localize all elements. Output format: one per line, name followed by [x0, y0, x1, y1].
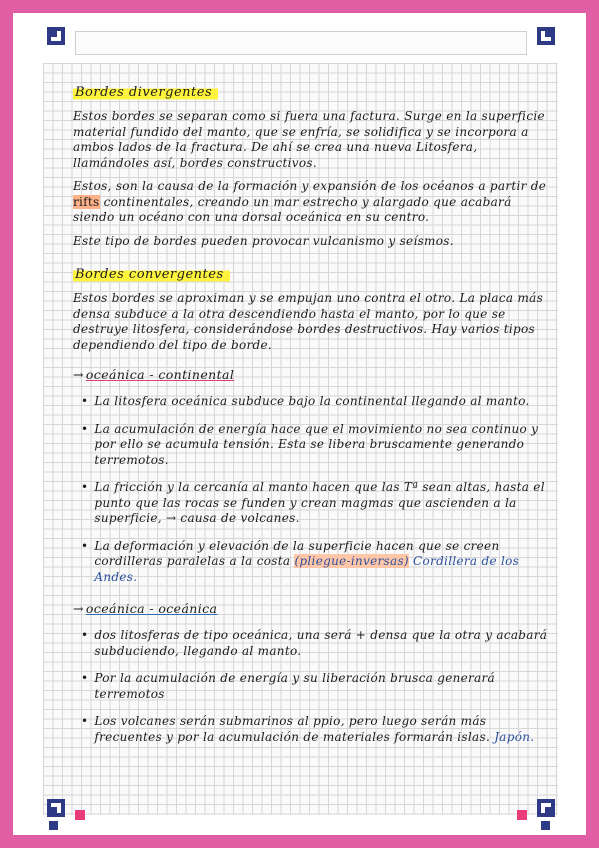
paragraph-2-end: continentales, creando un mar estrecho y alargado que acabará siendo un océano con una dorsal oceánica en su centro. [73, 194, 512, 224]
notes-content [73, 81, 553, 745]
paragraph-1: Estos bordes se separan como si fuera una factura. Surge en la superficie material fundido del manto, que se enfría, se solidifica y se incorpora a ambos lados de la fractura. De ahí se crea una nueva Litosfera, llamándoles así, bordes constructivos. [73, 109, 545, 170]
list-item [81, 394, 553, 410]
corner-marker-bottom-left-icon [47, 799, 65, 817]
list-item [81, 422, 553, 469]
example-japon: Japón. [494, 729, 535, 744]
list-item-text-main: La deformación y elevación de la superficie hacen que se creen cordilleras paralelas a la costa [94, 538, 500, 568]
corner-marker-top-right-icon [537, 27, 555, 45]
bullet-icon: • [81, 538, 89, 553]
heading-convergentes: Bordes convergentes [73, 265, 230, 283]
marker-navy-left-icon [49, 821, 58, 830]
subheading-oceanica-oceanica [73, 601, 553, 616]
arrow-icon: → [73, 601, 84, 616]
list-item-text: La litosfera oceánica subduce bajo la continental llegando al manto. [94, 394, 530, 408]
list-item-text: La acumulación de energía hace que el movimiento no sea continuo y por ello se acumula tensión. Esta se libera bruscamente generando terremotos. [94, 421, 539, 467]
subheading-text: oceánica - oceánica [85, 601, 218, 616]
bullet-icon: • [81, 671, 89, 685]
list-item-text: dos litosferas de tipo oceánica, una será + densa que la otra y acabará subduciendo, llegando al manto. [94, 628, 548, 658]
list-item [81, 480, 553, 527]
subheading-oceanica-continental [73, 367, 553, 382]
bullet-icon: • [81, 628, 89, 642]
list-item-text-main: Los volcanes serán submarinos al ppio, pero luego serán más frecuentes y por la acumulación de materiales formarán islas. [94, 714, 491, 744]
list-item-text [94, 539, 553, 586]
paragraph-2 [73, 179, 553, 226]
rifts-highlight: rifts [73, 194, 100, 209]
header-box [75, 31, 527, 55]
list-item-text [94, 714, 553, 745]
paragraph-2-start: Estos, son la causa de la formación y expansión de los océanos a partir de [73, 179, 547, 193]
notebook-page [13, 13, 586, 835]
marker-pink-right-icon [517, 810, 527, 820]
list-item-text: La fricción y la cercanía al manto hacen que las Tª sean altas, hasta el punto que las rocas se funden y crean magmas que ascienden a la superficie, → causa de volcanes. [94, 480, 545, 525]
subheading-text: oceánica - continental [85, 367, 235, 382]
corner-marker-top-left-icon [47, 27, 65, 45]
bullet-icon: • [81, 421, 89, 436]
bullet-icon: • [81, 394, 89, 408]
bullet-icon: • [81, 480, 89, 494]
bullet-icon: • [81, 714, 89, 728]
marker-pink-left-icon [75, 810, 85, 820]
list-item [81, 628, 553, 659]
pliegue-highlight: (pliegue-inversas) [294, 554, 409, 568]
list-item [81, 714, 553, 745]
list-item-text: Por la acumulación de energía y su liberación brusca generará terremotos [94, 671, 496, 701]
heading-divergentes: Bordes divergentes [73, 83, 218, 101]
corner-marker-bottom-right-icon [537, 799, 555, 817]
arrow-icon: → [73, 367, 84, 382]
example-andes: Cordillera de los Andes. [94, 554, 520, 584]
list-item [81, 671, 553, 702]
paragraph-3: Este tipo de bordes pueden provocar vulcanismo y seísmos. [73, 233, 454, 248]
paragraph-intro: Estos bordes se aproximan y se empujan uno contra el otro. La placa más densa subduce a la otra descendiendo hasta el manto, por lo que se destruye litosfera, considerándose bordes destructivos. Hay varios tipos dependiendo del tipo de borde. [73, 291, 544, 352]
list-item [81, 539, 553, 586]
marker-navy-right-icon [541, 821, 550, 830]
